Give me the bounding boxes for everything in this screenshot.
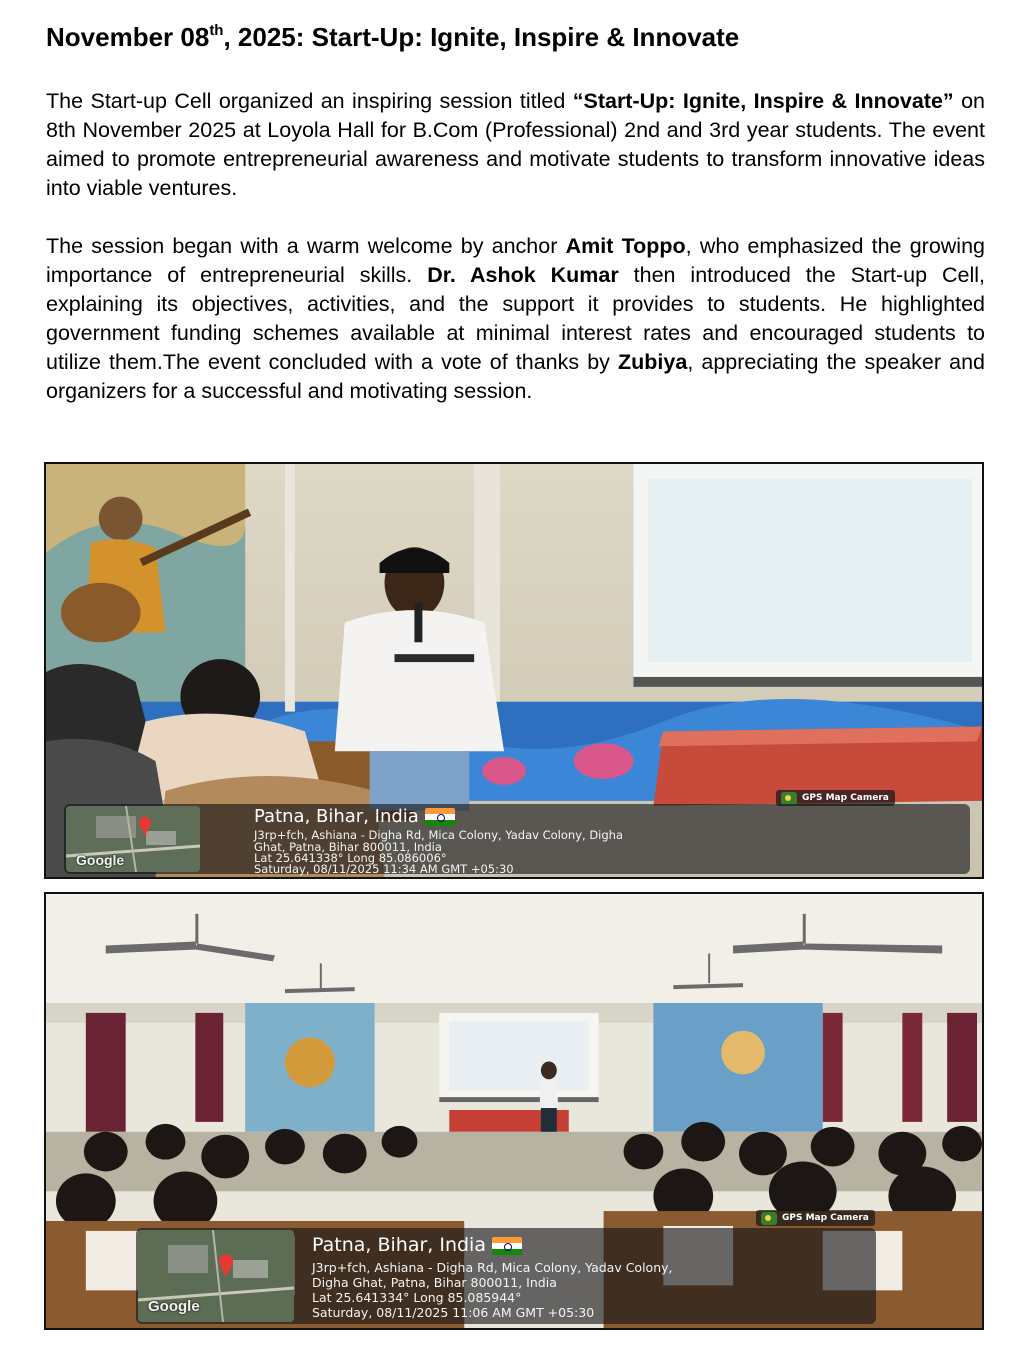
intro-paragraph	[46, 87, 985, 203]
session-text-4: , appreciating the speaker and organizers for a successful and motivating session.	[46, 349, 985, 403]
intro-text-2: on 8th November 2025 at Loyola Hall for B.Com (Professional) 2nd and 3rd year students. The event aimed to promote entrepreneurial awareness and motivate students to transform innovative ideas into viable ventures.	[46, 89, 986, 200]
gps-city	[254, 806, 455, 827]
gps-city-label: Patna, Bihar, India	[312, 1234, 486, 1256]
title-ordinal: th	[209, 22, 224, 39]
gps-camera-icon	[761, 1212, 777, 1225]
anchor-name: Amit Toppo	[565, 234, 686, 258]
title-event: , 2025: Start-Up: Ignite, Inspire & Innovate	[223, 22, 740, 52]
gps-address-line-1: J3rp+fch, Ashiana - Digha Rd, Mica Colony, Yadav Colony, Digha	[254, 828, 623, 842]
gps-address-line-1: J3rp+fch, Ashiana - Digha Rd, Mica Colony, Yadav Colony,	[312, 1260, 673, 1275]
gps-address-line-2: Ghat, Patna, Bihar 800011, India	[254, 840, 442, 854]
gps-coordinates: Lat 25.641334° Long 85.085944°	[312, 1290, 522, 1305]
speaker-name: Dr. Ashok Kumar	[427, 262, 619, 287]
google-logo: Google	[76, 852, 125, 868]
gps-address-line-2: Digha Ghat, Patna, Bihar 800011, India	[312, 1275, 557, 1290]
intro-text-1: The Start-up Cell organized an inspiring session titled	[46, 89, 573, 113]
gps-info-panel	[64, 804, 970, 874]
gps-badge-label: GPS Map Camera	[802, 793, 889, 803]
gps-city-label: Patna, Bihar, India	[254, 806, 419, 827]
gps-timestamp: Saturday, 08/11/2025 11:34 AM GMT +05:30	[254, 862, 514, 876]
session-paragraph	[46, 232, 985, 405]
session-text-2: , who emphasized the growing importance of entrepreneurial skills.	[46, 234, 985, 287]
page-title	[46, 20, 986, 54]
event-photo-audience	[44, 892, 984, 1330]
session-text-1: The session began with a warm welcome by anchor	[46, 234, 566, 258]
gps-coordinates: Lat 25.641338° Long 85.086006°	[254, 851, 447, 865]
gps-timestamp: Saturday, 08/11/2025 11:06 AM GMT +05:30	[312, 1305, 595, 1320]
google-logo: Google	[148, 1298, 200, 1315]
gps-info-panel	[136, 1228, 876, 1324]
gps-city	[312, 1234, 522, 1256]
event-photo-anchor	[44, 462, 984, 879]
india-flag-icon	[492, 1237, 522, 1255]
india-flag-icon	[425, 808, 455, 826]
title-date: November 08	[46, 22, 210, 52]
vote-of-thanks-name: Zubiya	[618, 349, 688, 374]
gps-badge-label: GPS Map Camera	[782, 1213, 869, 1223]
session-title: “Start-Up: Ignite, Inspire & Innovate”	[572, 89, 954, 113]
gps-map-camera-badge	[756, 1210, 875, 1226]
session-text-3: then introduced the Start-up Cell, explaining its objectives, activities, and the support it provides to students. He highlighted government funding schemes available at minimal interest rates and encouraged students to utilize them.The event concluded with a vote of thanks by	[46, 262, 985, 374]
